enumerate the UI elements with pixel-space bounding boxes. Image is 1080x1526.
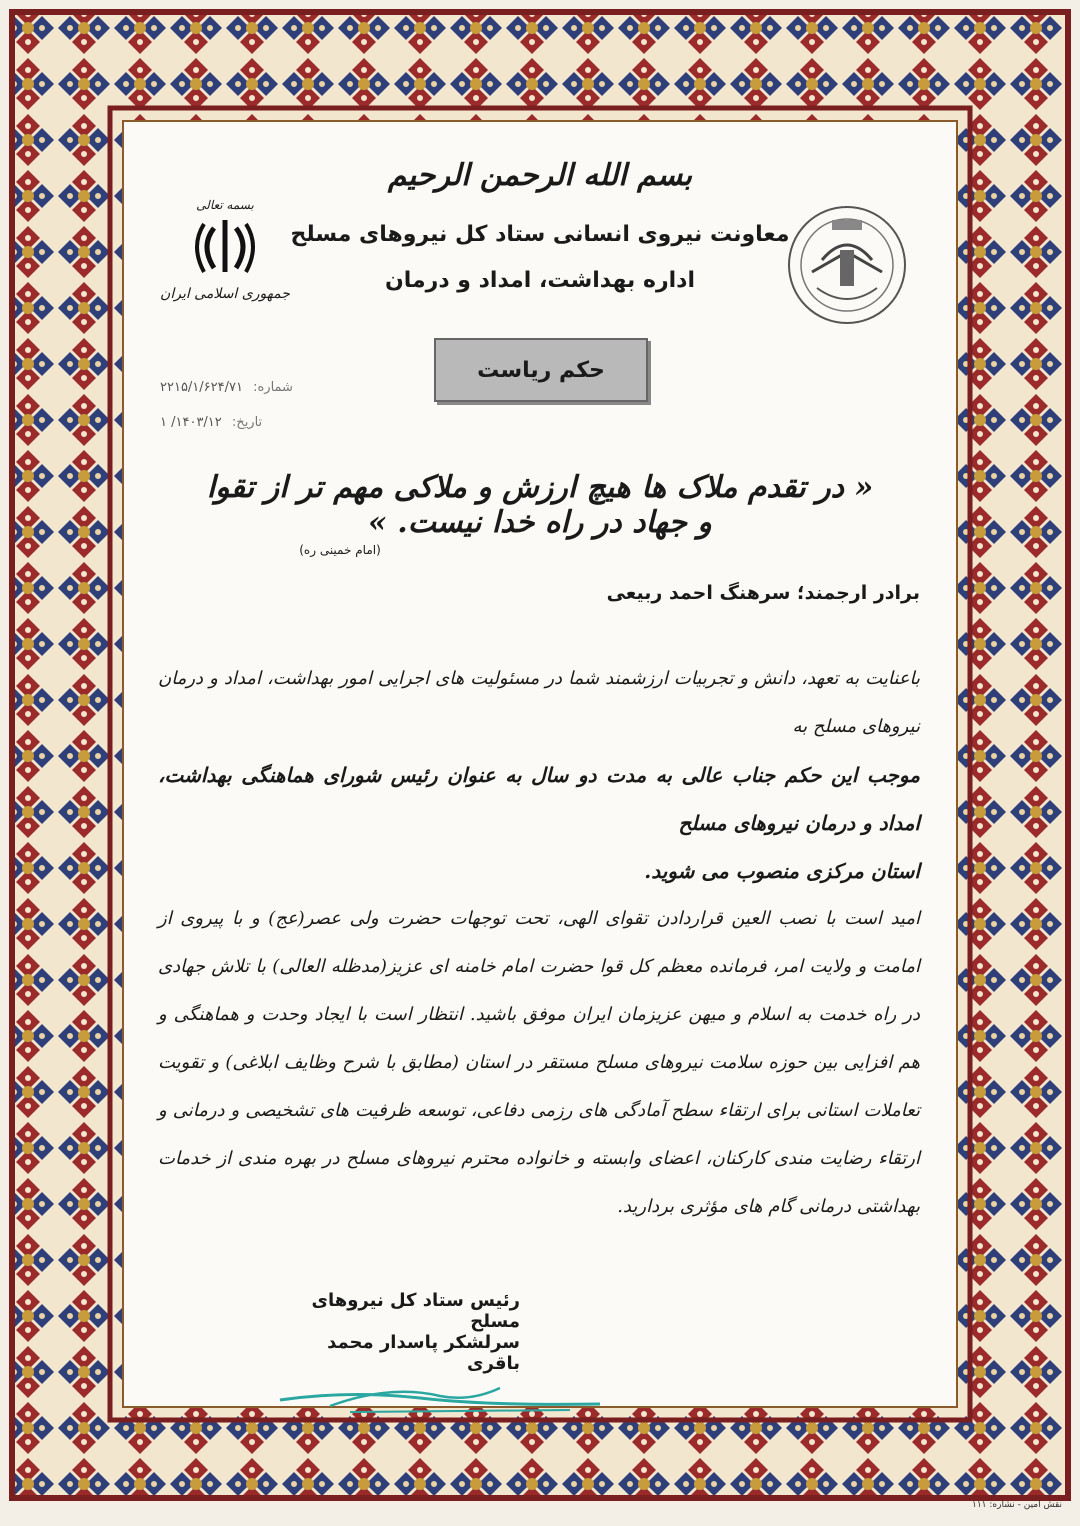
signatory-title: رئیس ستاد کل نیروهای مسلح xyxy=(311,1290,520,1332)
department-title: اداره بهداشت، امداد و درمان xyxy=(385,268,695,293)
footer-note: نقش امین - نشاره: ۱۱۱ xyxy=(972,1500,1062,1510)
quote-source: (امام خمینی ره) xyxy=(299,543,381,557)
body-line-3: استان مرکزی منصوب می شوید. xyxy=(644,859,920,883)
number-value: ۲۲۱۵/۱/۶۲۴/۷۱ xyxy=(160,380,243,395)
basmala-heading: بسم الله الرحمن الرحيم xyxy=(387,158,693,193)
quote-text: « در تقدم ملاک ها هیچ ارزش و ملاکی مهم تر از تقوا و جهاد در راه خدا نیست. » xyxy=(206,470,874,540)
number-label: شماره: xyxy=(253,380,293,395)
emblem-top-text: بسمه تعالی xyxy=(196,198,254,212)
handwritten-signature xyxy=(270,1370,610,1420)
body-line-2: موجب این حکم جناب عالی به مدت دو سال به عنوان رئیس شورای هماهنگی بهداشت، امداد و درمان نیروهای مسلح xyxy=(158,763,920,835)
body-paragraph-2: امید است با نصب العین قراردادن تقوای الهی، تحت توجهات حضرت ولی عصر(عج) و با پیروی از امامت و ولایت امر، فرمانده معظم کل قوا حضرت امام خامنه ای عزیز(مدظله العالی) با تلاش جهادی در راه خدمت به اسلام و میهن عزیزمان ایران موفق باشید. انتظار است با ایجاد وحدت و هماهنگی و هم افزایی بین حوزه سلامت نیروهای مسلح مستقر در استان (مطابق با شرح وظایف ابلاغی) و تقویت تعاملات استانی برای ارتقاء سطح آمادگی های رزمی دفاعی، توسعه ظرفیت های تشخیصی و درمانی و ارتقاء رضایت مندی کارکنان، اعضای وابسته و خانواده محترم نیروهای مسلح در بهره مندی از خدمات بهداشتی درمانی گام های مؤثری بردارید. xyxy=(158,908,920,1217)
letter-date xyxy=(160,415,330,430)
armed-forces-seal-icon xyxy=(782,200,912,330)
date-label: تاریخ: xyxy=(231,415,263,430)
letter-number xyxy=(160,380,330,395)
iran-coat-of-arms-icon xyxy=(190,216,260,278)
organization-title: معاونت نیروی انسانی ستاد کل نیروهای مسلح xyxy=(290,222,790,247)
body-line-1: باعنایت به تعهد، دانش و تجربیات ارزشمند شما در مسئولیت های اجرایی امور بهداشت، امداد و درمان نیروهای مسلح به xyxy=(158,668,920,737)
letter-body xyxy=(158,655,920,1231)
iran-emblem xyxy=(160,198,290,318)
signatory-name: سرلشکر پاسدار محمد باقری xyxy=(327,1332,520,1374)
emblem-bottom-text: جمهوری اسلامی ایران xyxy=(160,286,290,302)
date-value: ۱۴۰۳/۱۲/ ۱ xyxy=(160,415,222,430)
order-title-box: حکم ریاست xyxy=(434,338,648,402)
salutation: برادر ارجمند؛ سرهنگ احمد ربیعی xyxy=(606,582,920,604)
